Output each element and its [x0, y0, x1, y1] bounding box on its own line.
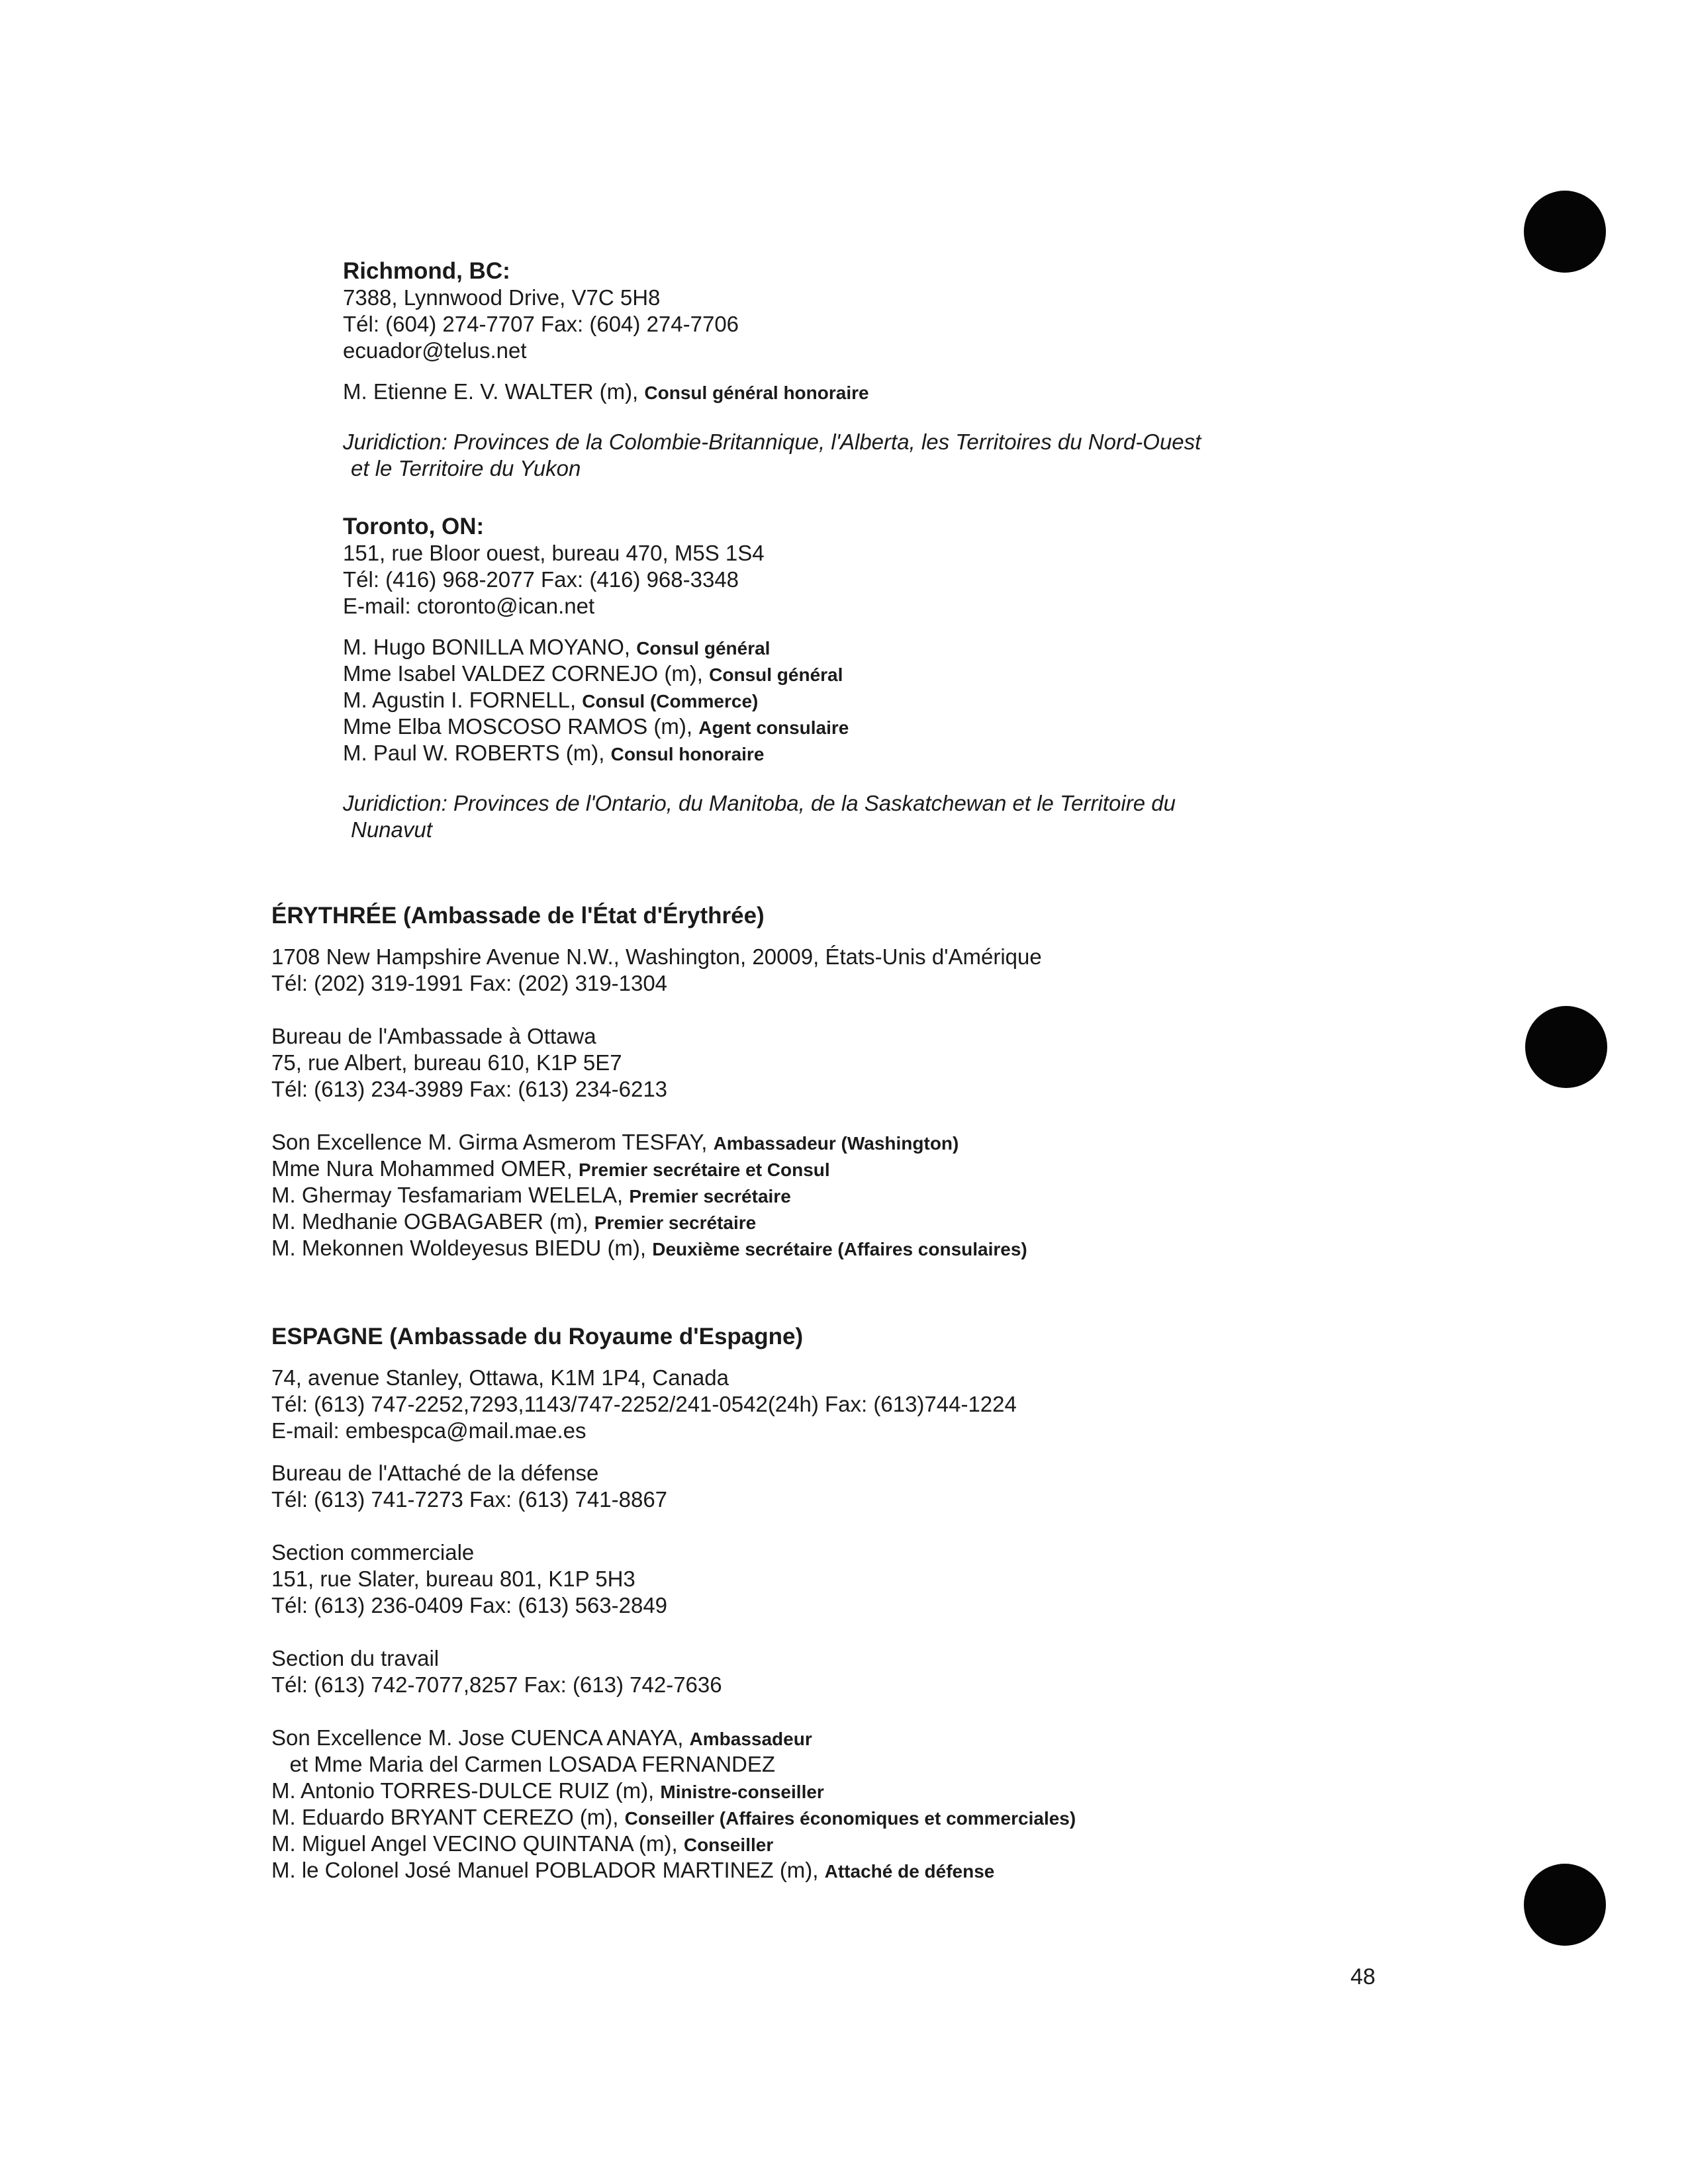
- staff-name: M. le Colonel José Manuel POBLADOR MARTINEZ (m),: [271, 1858, 825, 1882]
- staff-name: M. Ghermay Tesfamariam WELELA,: [271, 1183, 630, 1207]
- address: 1708 New Hampshire Avenue N.W., Washington, 20009, États-Unis d'Amérique: [271, 944, 1042, 969]
- staff-line: [343, 687, 758, 715]
- staff-line: [271, 1751, 775, 1779]
- office-heading: Section du travail: [271, 1646, 440, 1670]
- staff-role: Ministre-conseiller: [660, 1782, 824, 1802]
- staff-line: [343, 740, 764, 768]
- staff-name: M. Mekonnen Woldeyesus BIEDU (m),: [271, 1236, 653, 1260]
- staff-name: M. Antonio TORRES-DULCE RUIZ (m),: [271, 1778, 661, 1803]
- staff-line: [271, 1725, 812, 1752]
- jurisdiction: Nunavut: [351, 817, 432, 842]
- staff-role: Deuxième secrétaire (Affaires consulaires): [652, 1239, 1027, 1259]
- punch-hole: [1525, 1006, 1607, 1088]
- email: ecuador@telus.net: [343, 338, 527, 363]
- staff-line: [343, 660, 843, 688]
- staff-role: Consul général: [636, 638, 771, 659]
- staff-role: Ambassadeur (Washington): [713, 1133, 959, 1154]
- staff-line: [343, 713, 849, 741]
- staff-name: Son Excellence M. Jose CUENCA ANAYA,: [271, 1725, 690, 1750]
- staff-name: Mme Isabel VALDEZ CORNEJO (m),: [343, 661, 710, 686]
- phone-fax: Tél: (613) 234-3989 Fax: (613) 234-6213: [271, 1077, 668, 1101]
- address: 151, rue Slater, bureau 801, K1P 5H3: [271, 1567, 635, 1591]
- staff-line: [271, 1208, 756, 1236]
- staff-line: [271, 1156, 830, 1183]
- address: 7388, Lynnwood Drive, V7C 5H8: [343, 285, 661, 310]
- jurisdiction: et le Territoire du Yukon: [351, 456, 581, 480]
- staff-name: M. Etienne E. V. WALTER (m),: [343, 379, 645, 404]
- staff-name: M. Miguel Angel VECINO QUINTANA (m),: [271, 1831, 684, 1856]
- phone-fax: Tél: (613) 741-7273 Fax: (613) 741-8867: [271, 1487, 668, 1512]
- office-heading: Section commerciale: [271, 1540, 475, 1565]
- phone-fax: Tél: (613) 747-2252,7293,1143/747-2252/241-0542(24h) Fax: (613)744-1224: [271, 1392, 1017, 1416]
- address: 151, rue Bloor ouest, bureau 470, M5S 1S4: [343, 541, 765, 565]
- country-title-espagne: ESPAGNE (Ambassade du Royaume d'Espagne): [271, 1324, 804, 1349]
- staff-role: Premier secrétaire: [629, 1186, 791, 1206]
- staff-role: Consul général honoraire: [644, 383, 869, 403]
- staff-role: Consul (Commerce): [582, 691, 759, 711]
- staff-line: [271, 1857, 994, 1885]
- staff-line: [271, 1129, 959, 1157]
- staff-line: [271, 1182, 791, 1210]
- punch-hole: [1524, 191, 1606, 273]
- staff-role: Consul général: [709, 664, 843, 685]
- phone-fax: Tél: (202) 319-1991 Fax: (202) 319-1304: [271, 971, 668, 995]
- staff-role: Ambassadeur: [689, 1729, 812, 1749]
- staff-line: [271, 1804, 1076, 1832]
- staff-role: Consul honoraire: [610, 744, 765, 764]
- staff-line: [271, 1778, 824, 1805]
- phone-fax: Tél: (613) 236-0409 Fax: (613) 563-2849: [271, 1593, 668, 1617]
- section-heading-toronto: Toronto, ON:: [343, 514, 485, 539]
- phone-fax: Tél: (613) 742-7077,8257 Fax: (613) 742-7636: [271, 1672, 722, 1697]
- country-title-erythree: ÉRYTHRÉE (Ambassade de l'État d'Érythrée): [271, 903, 765, 929]
- page-number: 48: [1350, 1964, 1376, 1989]
- staff-name: Mme Elba MOSCOSO RAMOS (m),: [343, 714, 699, 739]
- staff-role: Premier secrétaire et Consul: [578, 1160, 830, 1180]
- address: 74, avenue Stanley, Ottawa, K1M 1P4, Canada: [271, 1365, 729, 1390]
- office-heading: Bureau de l'Attaché de la défense: [271, 1461, 599, 1485]
- staff-role: Conseiller: [683, 1835, 774, 1855]
- staff-name: M. Hugo BONILLA MOYANO,: [343, 635, 637, 659]
- staff-line: [271, 1831, 773, 1858]
- staff-name: M. Medhanie OGBAGABER (m),: [271, 1209, 594, 1234]
- section-heading-richmond: Richmond, BC:: [343, 258, 510, 284]
- phone-fax: Tél: (416) 968-2077 Fax: (416) 968-3348: [343, 567, 739, 592]
- staff-role: Agent consulaire: [698, 717, 849, 738]
- staff-name: Son Excellence M. Girma Asmerom TESFAY,: [271, 1130, 714, 1154]
- staff-name: M. Paul W. ROBERTS (m),: [343, 741, 611, 765]
- staff-line: [343, 634, 770, 662]
- email: E-mail: embespca@mail.mae.es: [271, 1418, 586, 1443]
- staff-line: [343, 379, 869, 406]
- staff-name: et Mme Maria del Carmen LOSADA FERNANDEZ: [271, 1752, 776, 1776]
- staff-line: [271, 1235, 1027, 1263]
- staff-role: Conseiller (Affaires économiques et commerciales): [624, 1808, 1076, 1829]
- staff-name: M. Eduardo BRYANT CEREZO (m),: [271, 1805, 625, 1829]
- email: E-mail: ctoronto@ican.net: [343, 594, 595, 618]
- staff-name: M. Agustin I. FORNELL,: [343, 688, 583, 712]
- staff-role: Attaché de défense: [824, 1861, 995, 1882]
- jurisdiction: Juridiction: Provinces de l'Ontario, du Manitoba, de la Saskatchewan et le Territoire du: [343, 791, 1176, 815]
- punch-hole: [1524, 1864, 1606, 1946]
- address: 75, rue Albert, bureau 610, K1P 5E7: [271, 1050, 622, 1075]
- phone-fax: Tél: (604) 274-7707 Fax: (604) 274-7706: [343, 312, 739, 336]
- staff-name: Mme Nura Mohammed OMER,: [271, 1156, 579, 1181]
- jurisdiction: Juridiction: Provinces de la Colombie-Britannique, l'Alberta, les Territoires du Nord-Ouest: [343, 430, 1201, 454]
- staff-role: Premier secrétaire: [594, 1212, 757, 1233]
- office-heading: Bureau de l'Ambassade à Ottawa: [271, 1024, 596, 1048]
